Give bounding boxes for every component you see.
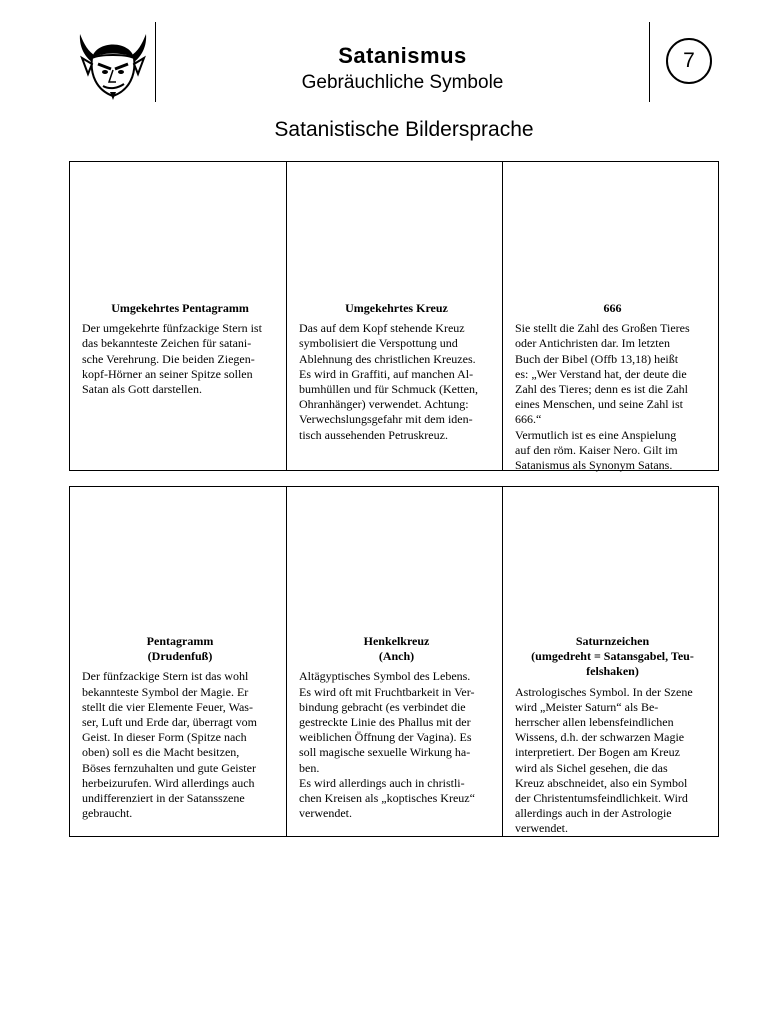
symbol-cell xyxy=(70,162,286,470)
symbol-cell xyxy=(286,162,502,470)
symbol-description: Der umgekehrte fünfzackige Stern ist das bekannteste Zeichen für satani- sche Verehrung. Die beiden Ziegen- kopf-Hörner an seiner Spitze sollen Satan als Gott darstellen. xyxy=(82,321,262,397)
page-subtitle: Gebräuchliche Symbole xyxy=(301,72,504,93)
symbols-table-row-2 xyxy=(69,486,719,837)
page-header xyxy=(0,22,768,102)
symbol-description: Sie stellt die Zahl des Großen Tieres oder Antichristen dar. Im letzten Buch der Bibel (Offb 13,18) heißt es: „Wer Verstand hat, der deute die Zahl des Tieres; denn es ist die Zahl eines Menschen, und seine Zahl ist 666.“ Vermutlich ist es eine Anspielung auf den röm. Kaiser Nero. Gilt im Satanismus als Synonym Satans. xyxy=(515,321,690,473)
symbol-cell xyxy=(502,162,718,473)
symbol-description: Das auf dem Kopf stehende Kreuz symbolisiert die Verspottung und Ablehnung des christlichen Kreuzes. Es wird in Graffiti, auf manchen Al- bumhüllen und für Schmuck (Ketten, Ohranhänger) verwendet. Achtung: Verwechslungsgefahr mit dem iden- tisch aussehenden Petruskreuz. xyxy=(299,321,478,442)
page-title: Satanismus xyxy=(338,43,467,68)
symbol-title: Pentagramm (Drudenfuß) xyxy=(146,634,214,664)
symbols-table-row-1 xyxy=(69,161,719,471)
symbol-title: Umgekehrtes Pentagramm xyxy=(111,301,249,315)
symbol-description: Astrologisches Symbol. In der Szene wird „Meister Saturn“ als Be- herrscher allen lebensfeindlichen Wissens, d.h. der schwarzen Magie interpretiert. Der Bogen am Kreuz wird als Sichel gesehen, die das Kreuz abschneidet, also ein Symbol der Christentumsfeindlichkeit. Wird allerdings auch in der Astrologie verwendet. xyxy=(515,684,693,836)
title-box xyxy=(156,22,650,102)
symbol-title: Saturnzeichen (umgedreht = Satansgabel, Teu- felshaken) xyxy=(531,634,694,679)
symbol-description: Der fünfzackige Stern ist das wohl bekannteste Symbol der Magie. Er stellt die vier Elemente Feuer, Was- ser, Luft und Erde dar, überragt vom Geist. In dieser Form (Spitze nach oben) soll es die Macht besitzen, Böses fernzuhalten und gute Geister herbeizurufen. Wird allerdings auch undifferenziert in der Satansszene gebraucht. xyxy=(82,669,257,821)
symbol-cell xyxy=(286,487,502,836)
devil-face-icon xyxy=(70,22,156,102)
symbol-description: Altägyptisches Symbol des Lebens. Es wird oft mit Fruchtbarkeit in Ver- bindung gebracht (es verbindet die gestreckte Linie des Phallus mit der weiblichen Öffnung der Vagina). Es soll magische sexuelle Wirkung ha- ben. Es wird allerdings auch in christli- chen Kreisen als „koptisches Kreuz“ verwendet. xyxy=(299,669,475,821)
symbol-title: 666 xyxy=(603,301,622,315)
section-title: Satanistische Bildersprache xyxy=(274,118,534,141)
symbol-title: Umgekehrtes Kreuz xyxy=(345,301,448,315)
page-number-badge: 7 xyxy=(666,38,712,84)
symbol-cell xyxy=(502,487,718,836)
symbol-title: Henkelkreuz (Anch) xyxy=(363,634,430,664)
symbol-cell xyxy=(70,487,286,836)
logo-box xyxy=(70,22,156,102)
